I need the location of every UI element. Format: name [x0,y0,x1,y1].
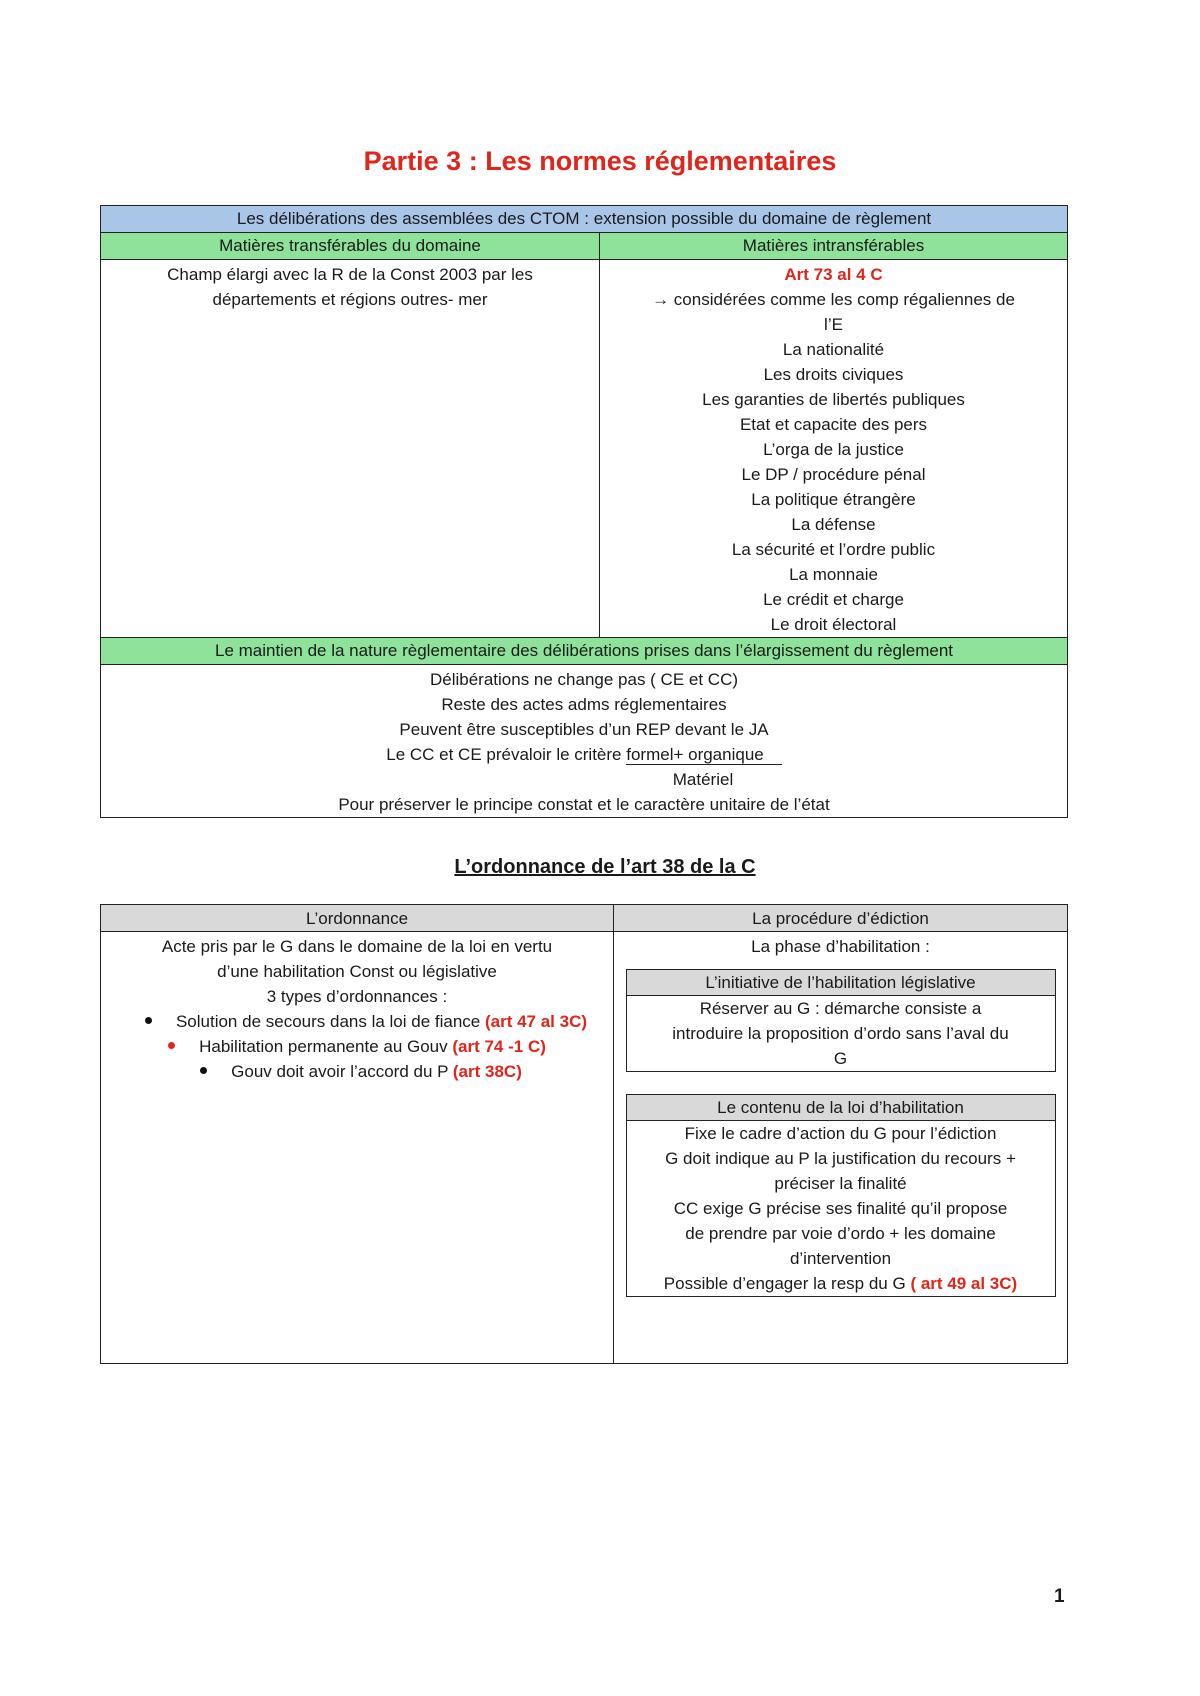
intransferable-line: Le DP / procédure pénal [741,465,926,484]
intransferable-cell [600,260,1068,638]
procedure-cell [614,932,1068,1364]
type-ref: (art 38C) [452,1062,522,1081]
transferable-cell [101,260,600,638]
type-text: Habilitation permanente au Gouv [199,1037,453,1056]
bullet-icon [200,1067,207,1074]
intransferable-line: Le droit électoral [770,615,897,634]
habilitation-content-box [626,1094,1056,1297]
maintien-materiel: Matériel [672,770,734,789]
intransferable-line: La nationalité [782,340,885,359]
table1-header: Les délibérations des assemblées des CTOM : extension possible du domaine de règlement [101,206,1068,233]
box2-last-text: Possible d’engager la resp du G [663,1274,911,1293]
ordonnance-table [100,904,1068,1364]
box1-line: introduire la proposition d’ordo sans l’aval du [672,1024,1009,1043]
ctom-deliberations-table [100,205,1068,818]
section-title: L’ordonnance de l’art 38 de la C [454,856,756,878]
maintien-cell [101,665,1068,818]
list-item [109,1034,605,1059]
box2-line: d’intervention [789,1249,892,1268]
box2-line: CC exige G précise ses finalité qu’il propose [673,1199,1008,1218]
box1-body [626,996,1055,1072]
maintien-line: Reste des actes adms réglementaires [441,695,727,714]
box2-line: préciser la finalité [774,1174,907,1193]
box2-body [626,1121,1055,1297]
intransferable-ref: Art 73 al 4 C [784,265,883,284]
box1-line: Réserver au G : démarche consiste a [699,999,982,1018]
maintien-criteria-line [107,742,1061,767]
intransferable-line: L’orga de la justice [763,440,904,459]
ordonnance-types-list [109,1009,605,1084]
criteria-prefix: Le CC et CE prévaloir le critère [386,745,627,764]
intransferable-line: Les garanties de libertés publiques [702,390,965,409]
list-item [109,1059,605,1084]
intransferable-line: Les droits civiques [763,365,904,384]
intransferable-line: La sécurité et l’ordre public [731,540,936,559]
box1-header: L’initiative de l’habilitation législative [626,970,1055,996]
transferable-line: départements et régions outres- mer [212,290,488,309]
maintien-line: Pour préserver le principe constat et le caractère unitaire de l’état [338,795,830,814]
box2-line: Fixe le cadre d’action du G pour l’édiction [684,1124,997,1143]
phase-label: La phase d’habilitation : [751,937,930,956]
box2-line: G doit indique au P la justification du recours + [665,1149,1016,1168]
transferable-line: Champ élargi avec la R de la Const 2003 par les [167,265,533,284]
col-transferable-header: Matières transférables du domaine [101,233,600,260]
ordonnance-cell [101,932,614,1364]
box2-last-line [627,1271,1055,1296]
intransferable-line: La politique étrangère [751,490,916,509]
maintien-header: Le maintien de la nature règlementaire des délibérations prises dans l’élargissement du règlement [101,638,1068,665]
type-ref: (art 47 al 3C) [484,1012,588,1031]
page-title: Partie 3 : Les normes réglementaires [363,146,837,176]
col-procedure-header: La procédure d’édiction [614,905,1068,932]
maintien-line: Peuvent être susceptibles d’un REP devant le JA [399,720,769,739]
ordonnance-line: d’une habilitation Const ou législative [217,962,497,981]
list-item [109,1009,605,1034]
intransferable-line: Etat et capacite des pers [739,415,928,434]
box2-last-ref: ( art 49 al 3C) [910,1274,1018,1293]
col-ordonnance-header: L’ordonnance [101,905,614,932]
habilitation-initiative-box [626,969,1056,1072]
bullet-icon [145,1017,152,1024]
type-text: Solution de secours dans la loi de fiance [175,1012,485,1031]
intransferable-line: l’E [824,315,843,334]
bullet-icon [168,1042,175,1049]
col-intransferable-header: Matières intransférables [600,233,1068,260]
intransferable-line: Le crédit et charge [763,590,904,609]
type-text: Gouv doit avoir l’accord du P [231,1062,453,1081]
box2-line: de prendre par voie d’ordo + les domaine [685,1224,996,1243]
box2-header: Le contenu de la loi d’habilitation [626,1095,1055,1121]
maintien-line: Délibérations ne change pas ( CE et CC) [429,670,739,689]
intransferable-line: → considérées comme les comp régaliennes de [652,290,1015,309]
ordonnance-line: Acte pris par le G dans le domaine de la loi en vertu [161,937,553,956]
type-ref: (art 74 -1 C) [452,1037,546,1056]
box1-line: G [833,1049,848,1068]
intransferable-line: La défense [791,515,876,534]
intransferable-line: La monnaie [789,565,878,584]
page-number: 1 [1054,1586,1065,1607]
criteria-underlined: formel+ organique [626,745,782,765]
ordonnance-line: 3 types d’ordonnances : [266,987,448,1006]
